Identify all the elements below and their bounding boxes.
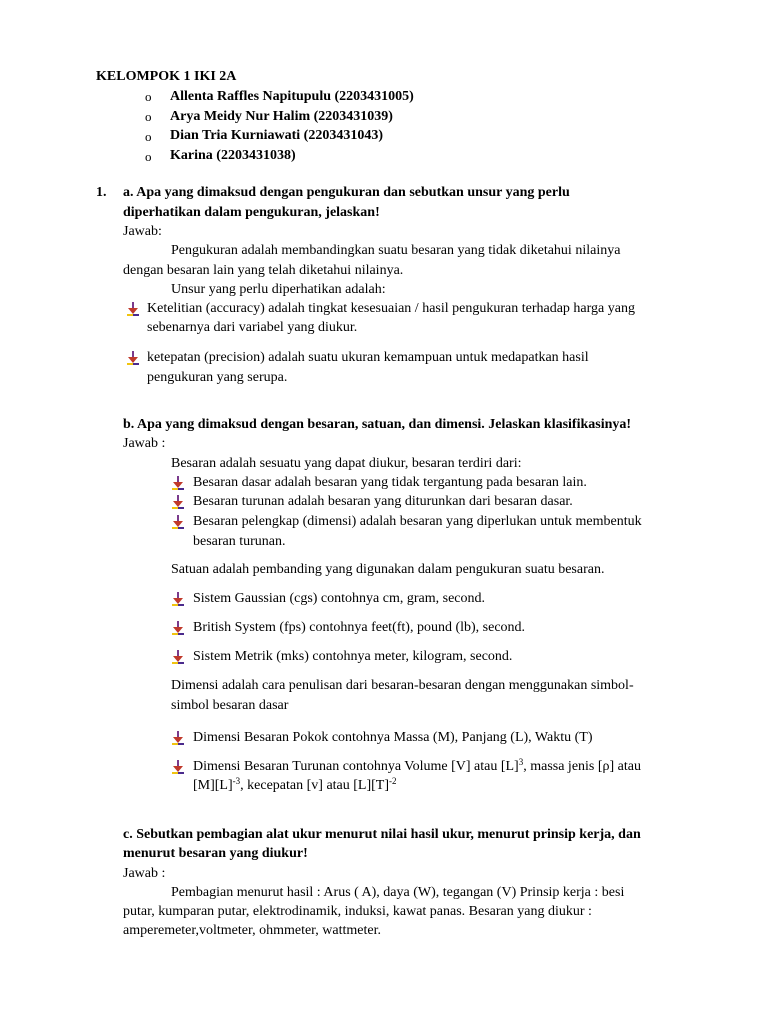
answer-text: Satuan adalah pembanding yang digunakan dalam pengukuran suatu besaran. [171, 562, 605, 577]
question-a-cont: diperhatikan dalam pengukuran, jelaskan! [123, 205, 380, 220]
bullet-text: Besaran pelengkap (dimensi) adalah besaran yang diperlukan untuk membentuk [193, 514, 642, 529]
answer-text: putar, kumparan putar, elektrodinamik, induksi, kawat panas. Besaran yang diukur : [123, 904, 592, 919]
answer-text: Pengukuran adalah membandingkan suatu besaran yang tidak diketahui nilainya [171, 243, 621, 258]
bullet-text: sebenarnya dari variabel yang diukur. [147, 320, 358, 335]
bullet-text: Sistem Metrik (mks) contohnya meter, kilogram, second. [193, 649, 513, 664]
member-bullet: o [145, 89, 152, 104]
jawab-label: Jawab : [123, 436, 166, 451]
member-item: Karina (2203431038) [170, 148, 296, 163]
arrow-bullet-icon [171, 650, 185, 664]
answer-text: Dimensi adalah cara penulisan dari besaran-besaran dengan menggunakan simbol- [171, 678, 634, 693]
answer-text: amperemeter,voltmeter, ohmmeter, wattmeter. [123, 923, 381, 938]
bullet-text: British System (fps) contohnya feet(ft), pound (lb), second. [193, 620, 526, 635]
bullet-text: besaran turunan. [193, 534, 286, 549]
question-b: b. Apa yang dimaksud dengan besaran, satuan, dan dimensi. Jelaskan klasifikasinya! [123, 417, 632, 432]
answer-text: Unsur yang perlu diperhatikan adalah: [171, 282, 386, 297]
answer-text: simbol besaran dasar [171, 698, 289, 713]
member-bullet: o [145, 109, 152, 124]
arrow-bullet-icon [126, 302, 140, 316]
bullet-text: ketepatan (precision) adalah suatu ukuran kemampuan untuk medapatkan hasil [147, 350, 589, 365]
member-bullet: o [145, 149, 152, 164]
arrow-bullet-icon [171, 731, 185, 745]
bullet-text: Dimensi Besaran Turunan contohnya Volume [V] atau $[L]^3$, massa jenis [ρ] atau [193, 757, 642, 774]
arrow-bullet-icon [171, 621, 185, 635]
bullet-text: $[M][L]^{-3}$, kecepatan [v] atau $[L][T]^{-2}$ [193, 776, 397, 793]
bullet-text: Dimensi Besaran Pokok contohnya Massa (M), Panjang (L), Waktu (T) [193, 730, 593, 745]
question-c-cont: menurut besaran yang diukur! [123, 846, 308, 861]
question-number: 1. [96, 185, 107, 200]
member-item: Allenta Raffles Napitupulu (2203431005) [170, 89, 414, 104]
jawab-label: Jawab : [123, 866, 166, 881]
member-bullet: o [145, 129, 152, 144]
answer-text: Besaran adalah sesuatu yang dapat diukur, besaran terdiri dari: [171, 456, 522, 471]
arrow-bullet-icon [171, 515, 185, 529]
member-item: Dian Tria Kurniawati (2203431043) [170, 128, 383, 143]
arrow-bullet-icon [171, 760, 185, 774]
bullet-text: Sistem Gaussian (cgs) contohnya cm, gram, second. [193, 591, 485, 606]
group-title: KELOMPOK 1 IKI 2A [96, 69, 237, 84]
arrow-bullet-icon [171, 476, 185, 490]
bullet-text: pengukuran yang serupa. [147, 370, 288, 385]
arrow-bullet-icon [126, 351, 140, 365]
question-a: a. Apa yang dimaksud dengan pengukuran dan sebutkan unsur yang perlu [123, 185, 570, 200]
bullet-text: Besaran dasar adalah besaran yang tidak tergantung pada besaran lain. [193, 475, 587, 490]
jawab-label: Jawab: [123, 224, 162, 239]
bullet-text: Ketelitian (accuracy) adalah tingkat kesesuaian / hasil pengukuran terhadap harga yang [147, 301, 635, 316]
arrow-bullet-icon [171, 495, 185, 509]
question-c: c. Sebutkan pembagian alat ukur menurut nilai hasil ukur, menurut prinsip kerja, dan [123, 827, 641, 842]
member-item: Arya Meidy Nur Halim (2203431039) [170, 109, 393, 124]
bullet-text: Besaran turunan adalah besaran yang diturunkan dari besaran dasar. [193, 494, 573, 509]
answer-text: dengan besaran lain yang telah diketahui nilainya. [123, 263, 404, 278]
arrow-bullet-icon [171, 592, 185, 606]
answer-text: Pembagian menurut hasil : Arus ( A), daya (W), tegangan (V) Prinsip kerja : besi [171, 885, 625, 900]
